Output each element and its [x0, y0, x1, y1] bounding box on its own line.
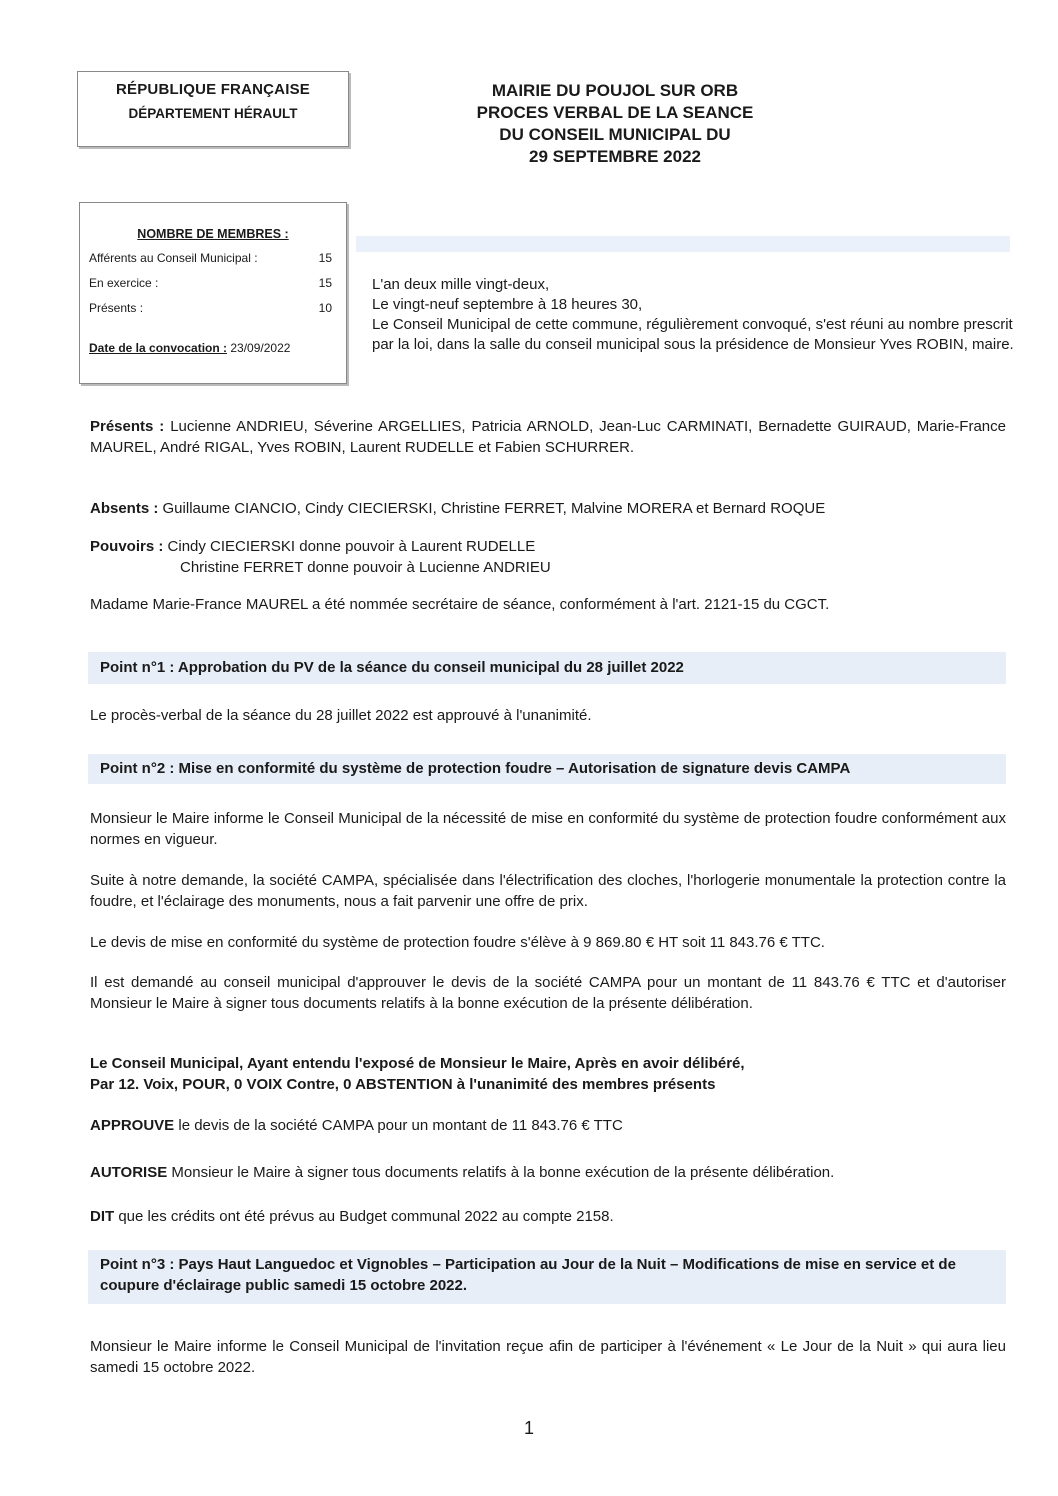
vote-line: Par 12. Voix, POUR, 0 VOIX Contre, 0 ABSTENTION à l'unanimité des membres présents: [90, 1076, 716, 1093]
point3-paragraph: Monsieur le Maire informe le Conseil Municipal de l'invitation reçue afin de participer à l'événement « Le Jour de la Nuit » qui aura lieu samedi 15 octobre 2022.: [90, 1338, 1006, 1376]
members-row-label: En exercice :: [89, 276, 159, 290]
members-row: [89, 251, 332, 265]
members-row-value: 15: [318, 251, 332, 265]
department-label: DÉPARTEMENT HÉRAULT: [128, 106, 298, 121]
presents-text: Lucienne ANDRIEU, Séverine ARGELLIES, Patricia ARNOLD, Jean-Luc CARMINATI, Bernadette GUIRAUD, Marie-France MAUREL, André RIGAL, Yves ROBIN, Laurent RUDELLE et Fabien SCHURRER.: [90, 418, 1006, 456]
dit-text: que les crédits ont été prévus au Budget communal 2022 au compte 2158.: [118, 1208, 614, 1225]
dit-label: DIT: [90, 1208, 115, 1225]
members-row: [89, 301, 332, 315]
intro-line: Le Conseil Municipal de cette commune, régulièrement convoqué, s'est réuni au nombre prescrit par la loi, dans la salle du conseil municipal sous la présidence de Monsieur Yves ROBIN, maire.: [372, 316, 1014, 353]
convocation-label: Date de la convocation :: [89, 341, 228, 355]
point2-paragraph: Le devis de mise en conformité du système de protection foudre s'élève à 9 869.80 € HT soit 11 843.76 € TTC.: [90, 934, 825, 951]
pouvoirs-line: Cindy CIECIERSKI donne pouvoir à Laurent RUDELLE: [167, 538, 536, 555]
autorise-paragraph: [90, 1162, 1006, 1183]
convocation-date: 23/09/2022: [230, 341, 291, 355]
title-line: MAIRIE DU POUJOL SUR ORB: [491, 81, 739, 100]
approuve-text: le devis de la société CAMPA pour un montant de 11 843.76 € TTC: [178, 1117, 623, 1134]
intro-line: Le vingt-neuf septembre à 18 heures 30,: [372, 296, 643, 313]
autorise-label: AUTORISE: [90, 1164, 168, 1181]
secretary-paragraph: Madame Marie-France MAUREL a été nommée secrétaire de séance, conformément à l'art. 2121-15 du CGCT.: [90, 596, 830, 613]
title-line: 29 SEPTEMBRE 2022: [529, 147, 701, 166]
page-number: 1: [523, 1418, 534, 1438]
document-title: [395, 80, 835, 168]
intro-line: L'an deux mille vingt-deux,: [372, 276, 550, 293]
pouvoirs-paragraph: [90, 536, 1006, 578]
vote-line: Le Conseil Municipal, Ayant entendu l'exposé de Monsieur le Maire, Après en avoir délibéré,: [90, 1055, 745, 1072]
members-row-value: 10: [318, 301, 332, 315]
absents-label: Absents :: [90, 500, 159, 517]
members-row-value: 15: [318, 276, 332, 290]
members-box: [79, 202, 347, 384]
title-line: DU CONSEIL MUNICIPAL DU: [499, 125, 731, 144]
title-line: PROCES VERBAL DE LA SEANCE: [476, 103, 754, 122]
members-heading: NOMBRE DE MEMBRES :: [137, 227, 289, 241]
point1-heading: Point n°1 : Approbation du PV de la séance du conseil municipal du 28 juillet 2022: [88, 652, 1006, 684]
point1-text: Le procès-verbal de la séance du 28 juillet 2022 est approuvé à l'unanimité.: [90, 707, 592, 724]
convocation-line: [89, 341, 290, 355]
members-row-label: Afférents au Conseil Municipal :: [89, 251, 258, 265]
approuve-paragraph: [90, 1115, 1006, 1136]
presents-paragraph: [90, 416, 1006, 458]
point2-paragraph: Monsieur le Maire informe le Conseil Municipal de la nécessité de mise en conformité du système de protection foudre conformément aux normes en vigueur.: [90, 810, 1006, 848]
point2-heading: Point n°2 : Mise en conformité du système de protection foudre – Autorisation de signature devis CAMPA: [88, 754, 1006, 784]
presents-label: Présents :: [90, 418, 165, 435]
republic-header-box: [77, 71, 349, 147]
approuve-label: APPROUVE: [90, 1117, 175, 1134]
members-row-label: Présents :: [89, 301, 144, 315]
autorise-text: Monsieur le Maire à signer tous documents relatifs à la bonne exécution de la présente délibération.: [171, 1164, 835, 1181]
highlight-strip: [356, 236, 1010, 252]
absents-paragraph: [90, 498, 1006, 519]
absents-text: Guillaume CIANCIO, Cindy CIECIERSKI, Christine FERRET, Malvine MORERA et Bernard ROQUE: [162, 500, 826, 517]
pouvoirs-label: Pouvoirs :: [90, 538, 164, 555]
members-row: [89, 276, 332, 290]
republic-label: RÉPUBLIQUE FRANÇAISE: [115, 81, 310, 98]
vote-block: [90, 1053, 1006, 1095]
intro-block: [372, 275, 1022, 355]
dit-paragraph: [90, 1206, 1006, 1227]
point2-paragraph: Suite à notre demande, la société CAMPA, spécialisée dans l'électrification des cloches, l'horlogerie monumentale la protection contre la foudre, et l'éclairage des monuments, nous a fait parvenir une offre de prix.: [90, 872, 1006, 910]
pouvoirs-line: Christine FERRET donne pouvoir à Lucienne ANDRIEU: [180, 559, 551, 576]
point3-heading: Point n°3 : Pays Haut Languedoc et Vignobles – Participation au Jour de la Nuit – Modifications de mise en service et de coupure d'éclairage public samedi 15 octobre 2022.: [88, 1250, 1006, 1304]
point2-paragraph: Il est demandé au conseil municipal d'approuver le devis de la société CAMPA pour un montant de 11 843.76 € TTC et d'autoriser Monsieur le Maire à signer tous documents relatifs à la bonne exécution de la présente délibération.: [90, 974, 1006, 1012]
